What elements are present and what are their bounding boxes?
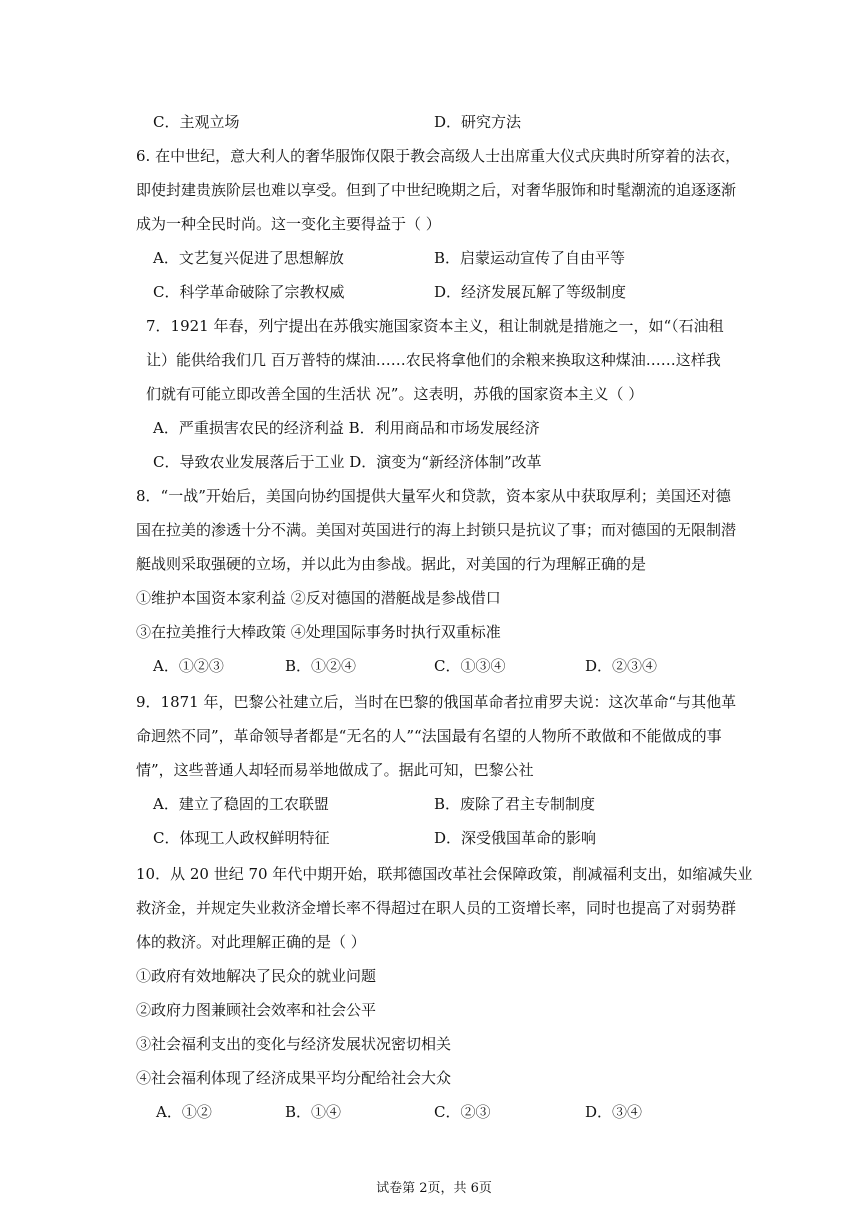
q7-stem-line-2: 让）能供给我们几 百万普特的煤油……农民将拿他们的余粮来换取这种煤油……这样我 xyxy=(146,351,721,369)
q10-option-a: A．①② xyxy=(156,1103,212,1121)
q6-stem-line-1: 6. 在中世纪，意大利人的奢华服饰仅限于教会高级人士出席重大仪式庆典时所穿着的法衣， xyxy=(136,147,741,165)
q9-stem-line-1: 9．1871 年，巴黎公社建立后，当时在巴黎的俄国革命者拉甫罗夫说：这次革命“与其他革 xyxy=(136,693,737,711)
q8-option-a: A．①②③ xyxy=(153,657,224,675)
q5-option-d: D．研究方法 xyxy=(434,113,522,131)
q7-options-cd: C．导致农业发展落后于工业 D．演变为“新经济体制”改革 xyxy=(153,453,542,471)
q8-item-line-1: ①维护本国资本家利益 ②反对德国的潜艇战是参战借口 xyxy=(136,589,501,607)
q10-stem-line-3: 体的救济。对此理解正确的是（ ） xyxy=(136,933,366,951)
q9-option-a: A．建立了稳固的工农联盟 xyxy=(153,795,329,813)
q8-stem-line-1: 8．“一战”开始后，美国向协约国提供大量军火和贷款，资本家从中获取厚利；美国还对德 xyxy=(136,487,731,505)
q7-options-ab: A．严重损害农民的经济利益 B．利用商品和市场发展经济 xyxy=(153,419,540,437)
q8-stem-line-2: 国在拉美的渗透十分不满。美国对英国进行的海上封锁只是抗议了事；而对德国的无限制潜 xyxy=(136,521,737,539)
q8-item-line-2: ③在拉美推行大棒政策 ④处理国际事务时执行双重标准 xyxy=(136,623,501,641)
q8-option-b: B．①②④ xyxy=(285,657,357,675)
q9-option-d: D．深受俄国革命的影响 xyxy=(434,829,597,847)
page-footer: 试卷第 2页，共 6页 xyxy=(376,1181,492,1196)
q8-option-d: D．②③④ xyxy=(585,657,658,675)
q9-option-b: B．废除了君主专制制度 xyxy=(434,795,596,813)
q10-item-line-3: ③社会福利支出的变化与经济发展状况密切相关 xyxy=(136,1035,452,1053)
q10-stem-line-1: 10．从 20 世纪 70 年代中期开始，联邦德国改革社会保障政策，削减福利支出，如缩减失业 xyxy=(136,865,753,883)
q10-item-line-1: ①政府有效地解决了民众的就业问题 xyxy=(136,967,377,985)
q10-option-b: B．①④ xyxy=(285,1103,342,1121)
q8-option-c: C．①③④ xyxy=(434,657,506,675)
q6-option-a: A．文艺复兴促进了思想解放 xyxy=(153,249,344,267)
q9-stem-line-3: 情”，这些普通人却轻而易举地做成了。据此可知，巴黎公社 xyxy=(136,761,534,779)
q7-stem-line-3: 们就有可能立即改善全国的生活状 况”。这表明，苏俄的国家资本主义（ ） xyxy=(146,385,644,403)
q6-option-c: C．科学革命破除了宗教权威 xyxy=(153,283,345,301)
q10-item-line-4: ④社会福利体现了经济成果平均分配给社会大众 xyxy=(136,1069,452,1087)
q10-stem-line-2: 救济金，并规定失业救济金增长率不得超过在职人员的工资增长率，同时也提高了对弱势群 xyxy=(136,899,737,917)
q10-item-line-2: ②政府力图兼顾社会效率和社会公平 xyxy=(136,1001,377,1019)
q6-stem-line-2: 即使封建贵族阶层也难以享受。但到了中世纪晚期之后，对奢华服饰和时髦潮流的追逐逐渐 xyxy=(136,181,737,199)
q7-stem-line-1: 7．1921 年春，列宁提出在苏俄实施国家资本主义，租让制就是措施之一，如“（石油租 xyxy=(146,317,724,335)
q6-option-d: D．经济发展瓦解了等级制度 xyxy=(434,283,627,301)
q9-option-c: C．体现工人政权鲜明特征 xyxy=(153,829,330,847)
q6-option-b: B．启蒙运动宣传了自由平等 xyxy=(434,249,626,267)
q5-option-c: C．主观立场 xyxy=(153,113,240,131)
q8-stem-line-3: 艇战则采取强硬的立场，并以此为由参战。据此，对美国的行为理解正确的是 xyxy=(136,555,647,573)
q6-stem-line-3: 成为一种全民时尚。这一变化主要得益于（ ） xyxy=(136,215,441,233)
q10-option-d: D．③④ xyxy=(585,1103,643,1121)
q9-stem-line-2: 命迥然不同”，革命领导者都是“无名的人”“法国最有名望的人物所不敢做和不能做成的事 xyxy=(136,727,722,745)
q10-option-c: C．②③ xyxy=(434,1103,491,1121)
